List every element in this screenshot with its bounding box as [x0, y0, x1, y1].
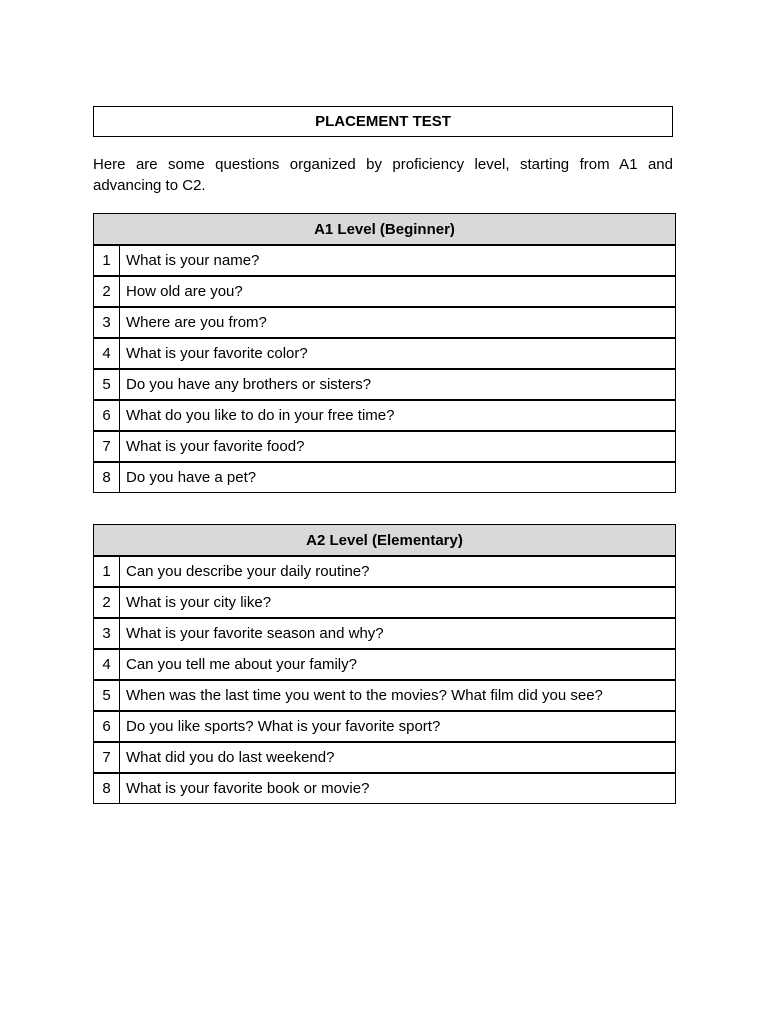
- question-number: 5: [94, 369, 120, 400]
- table-row: [94, 369, 676, 400]
- question-number: 1: [94, 556, 120, 587]
- table-row: [94, 680, 676, 711]
- table-row: [94, 431, 676, 462]
- table-row: [94, 307, 676, 338]
- question-number: 5: [94, 680, 120, 711]
- question-text: What is your favorite color?: [120, 338, 676, 369]
- table-row: [94, 773, 676, 804]
- question-number: 1: [94, 245, 120, 276]
- question-text: How old are you?: [120, 276, 676, 307]
- question-number: 4: [94, 649, 120, 680]
- question-text: Do you like sports? What is your favorite sport?: [120, 711, 676, 742]
- question-number: 8: [94, 773, 120, 804]
- question-text: What is your city like?: [120, 587, 676, 618]
- question-text: Can you describe your daily routine?: [120, 556, 676, 587]
- a1-level-table: [93, 213, 676, 493]
- intro-paragraph: Here are some questions organized by proficiency level, starting from A1 and advancing to C2.: [93, 156, 673, 194]
- page-title: PLACEMENT TEST: [93, 106, 673, 137]
- question-number: 2: [94, 587, 120, 618]
- table-row: [94, 400, 676, 431]
- question-text: What is your favorite food?: [120, 431, 676, 462]
- question-number: 6: [94, 400, 120, 431]
- question-text: When was the last time you went to the movies? What film did you see?: [120, 680, 676, 711]
- question-text: Where are you from?: [120, 307, 676, 338]
- table-row: [94, 587, 676, 618]
- table-row: [94, 742, 676, 773]
- question-number: 6: [94, 711, 120, 742]
- question-text: What is your favorite book or movie?: [120, 773, 676, 804]
- table-row: [94, 338, 676, 369]
- question-text: What is your favorite season and why?: [120, 618, 676, 649]
- table-row: [94, 556, 676, 587]
- table-row: [94, 711, 676, 742]
- a1-level-heading: A1 Level (Beginner): [94, 214, 676, 246]
- question-text: Do you have a pet?: [120, 462, 676, 493]
- question-text: Can you tell me about your family?: [120, 649, 676, 680]
- table-row: [94, 618, 676, 649]
- question-number: 3: [94, 307, 120, 338]
- question-number: 7: [94, 431, 120, 462]
- question-text: Do you have any brothers or sisters?: [120, 369, 676, 400]
- question-text: What did you do last weekend?: [120, 742, 676, 773]
- question-number: 4: [94, 338, 120, 369]
- a2-level-table: [93, 524, 676, 804]
- table-row: [94, 649, 676, 680]
- question-number: 3: [94, 618, 120, 649]
- question-text: What do you like to do in your free time?: [120, 400, 676, 431]
- a2-level-heading: A2 Level (Elementary): [94, 525, 676, 557]
- table-row: [94, 245, 676, 276]
- question-text: What is your name?: [120, 245, 676, 276]
- table-row: [94, 462, 676, 493]
- table-row: [94, 276, 676, 307]
- question-number: 2: [94, 276, 120, 307]
- question-number: 8: [94, 462, 120, 493]
- question-number: 7: [94, 742, 120, 773]
